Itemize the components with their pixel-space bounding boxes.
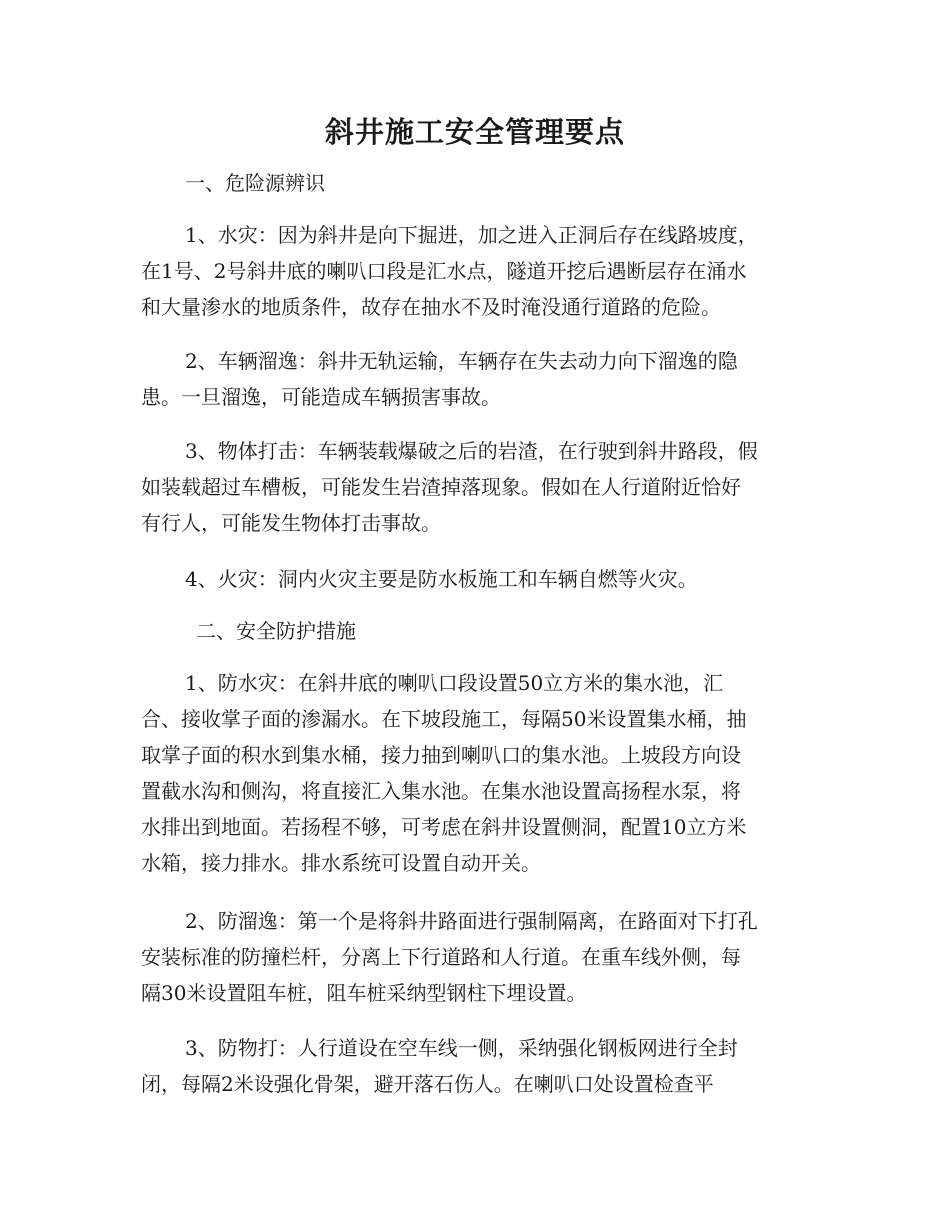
paragraph-fire-hazard [141,561,811,597]
paragraph-line: 水排出到地面。若扬程不够，可考虑在斜井设置侧洞，配置10立方米 [141,815,747,839]
paragraph-line: 和大量渗水的地质条件，故存在抽水不及时淹没通行道路的危险。 [141,295,721,319]
document-title: 斜井施工安全管理要点 [324,115,625,149]
paragraph-object-strike-hazard [141,433,811,541]
paragraph-line: 安装标准的防撞栏杆，分离上下行道路和人行道。在重车线外侧，每 [141,945,741,969]
paragraph-line: 在1号、2号斜井底的喇叭口段是汇水点，隧道开挖后遇断层存在涌水 [141,259,747,283]
paragraph-flood-prevention [141,665,811,881]
paragraph-line: 2、防溜逸：第一个是将斜井路面进行强制隔离，在路面对下打孔 [185,909,758,933]
section-heading-safety-measures: 二、安全防护措施 [196,619,356,643]
paragraph-object-strike-prevention [141,1030,811,1102]
paragraph-line: 合、接收掌子面的渗漏水。在下坡段施工，每隔50米设置集水桶，抽 [141,707,747,731]
paragraph-line: 如装载超过车槽板，可能发生岩渣掉落现象。假如在人行道附近恰好 [141,475,741,499]
paragraph-line: 1、水灾：因为斜井是向下掘进，加之进入正洞后存在线路坡度， [185,223,758,247]
section-heading-hazard-identification: 一、危险源辨识 [185,171,325,195]
paragraph-line: 闭，每隔2米设强化骨架，避开落石伤人。在喇叭口处设置检查平 [141,1072,714,1096]
paragraph-line: 取掌子面的积水到集水桶，接力抽到喇叭口的集水池。上坡段方向设 [141,743,741,767]
paragraph-line: 4、火灾：洞内火灾主要是防水板施工和车辆自燃等火灾。 [185,567,698,591]
paragraph-line: 1、防水灾：在斜井底的喇叭口段设置50立方米的集水池，汇 [185,671,724,695]
paragraph-flood-hazard [141,217,811,325]
paragraph-line: 2、车辆溜逸：斜井无轨运输，车辆存在失去动力向下溜逸的隐 [185,349,738,373]
paragraph-line: 患。一旦溜逸，可能造成车辆损害事故。 [141,385,501,409]
paragraph-vehicle-runaway-hazard [141,343,811,415]
paragraph-runaway-prevention [141,903,811,1011]
paragraph-line: 3、物体打击：车辆装载爆破之后的岩渣，在行驶到斜井路段，假 [185,439,758,463]
paragraph-line: 置截水沟和侧沟，将直接汇入集水池。在集水池设置高扬程水泵，将 [141,779,741,803]
paragraph-line: 有行人，可能发生物体打击事故。 [141,511,441,535]
paragraph-line: 3、防物打：人行道设在空车线一侧，采纳强化钢板网进行全封 [185,1036,738,1060]
paragraph-line: 隔30米设置阻车桩，阻车桩采纳型钢柱下埋设置。 [141,981,587,1005]
paragraph-line: 水箱，接力排水。排水系统可设置自动开关。 [141,851,541,875]
